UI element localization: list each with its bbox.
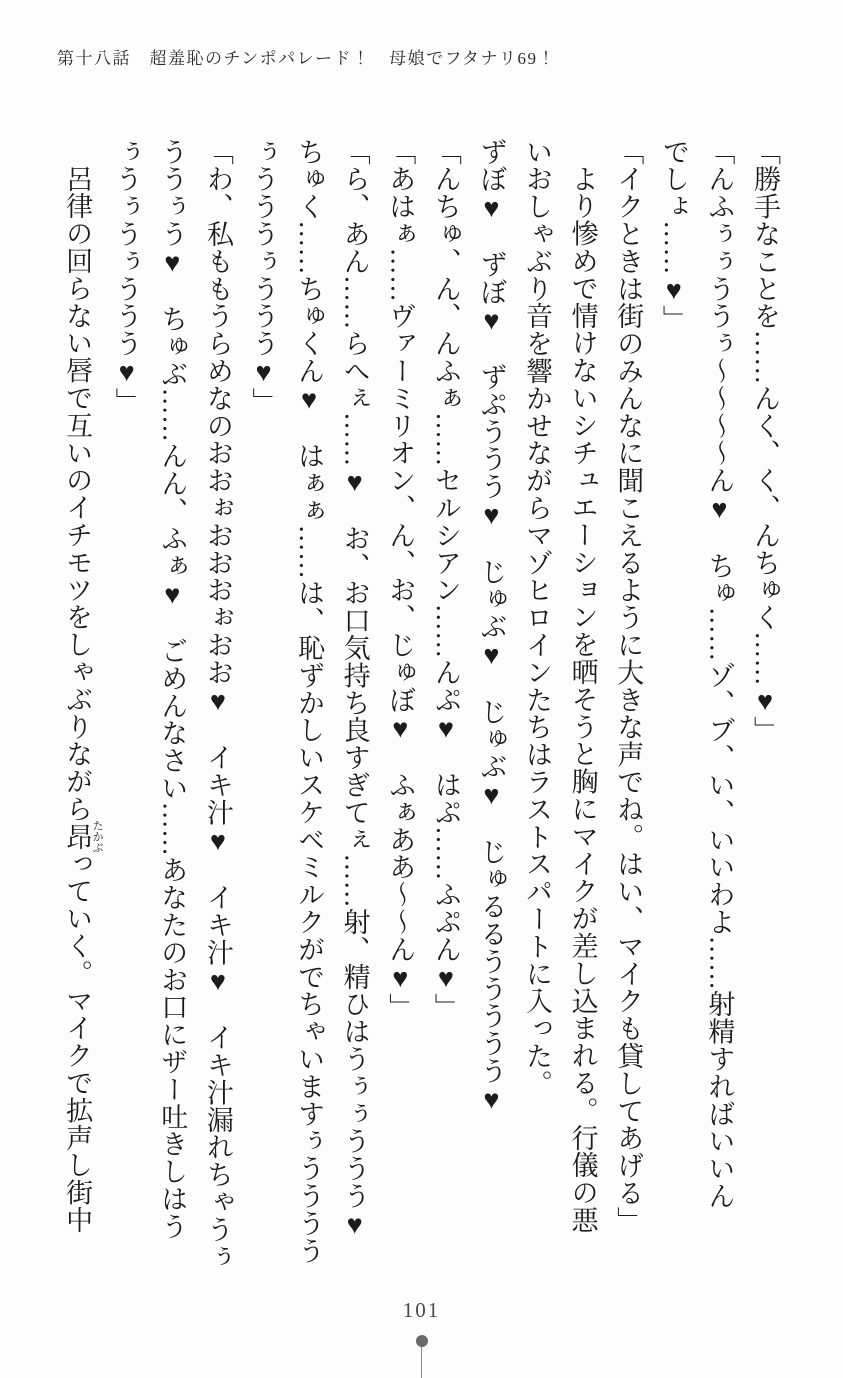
text-column: 「ら、あん……らへぇ……♥ お、お口気持ち良すぎてぇ……射、精ひはうぅぅううう♥ bbox=[339, 138, 370, 1240]
text-column: 「勝手なことを……んく、く、んちゅく……♥」 bbox=[750, 138, 780, 744]
text-column: 「イクときは街のみんなに聞こえるように大きな声でね。はい、マイクも貸してあげる」 bbox=[613, 138, 644, 1234]
text-column: 「あはぁ……ヴァーミリオン、ん、お、じゅぼ♥ ふぁああ～～ん♥」 bbox=[385, 138, 416, 1021]
text-column: でしょ……♥」 bbox=[658, 138, 689, 333]
text-column: ぅうううぅううう♥」 bbox=[248, 138, 279, 415]
page-number: 101 bbox=[402, 1298, 441, 1322]
text-block bbox=[54, 138, 788, 1303]
text-column: いおしゃぶり音を響かせながらマゾヒロインたちはラストスパートに入った。 bbox=[522, 138, 553, 1097]
text-column: ぅうぅうぅううう♥」 bbox=[111, 138, 142, 415]
pin-dot-icon bbox=[416, 1335, 428, 1347]
text-column: 「んふぅぅううぅ～～～～ん♥ ちゅ……ゾ、ブ、い、いいわよ……射精すればいいん bbox=[704, 138, 735, 1210]
text-column: 「んちゅ、ん、んふぁ……セルシアン……んぷ♥ はぷ……ふぷん♥」 bbox=[430, 138, 461, 1021]
page-pin-icon bbox=[416, 1335, 428, 1378]
text-column: ちゅく……ちゅくん♥ はぁぁ……は、恥ずかしいスケベミルクがでちゃいますぅうううう bbox=[294, 138, 325, 1265]
text-column: 呂律の回らない唇で互いのイチモツをしゃぶりながら昂 たかぶっていく。マイクで拡声し街中 bbox=[62, 165, 104, 1234]
page-footer bbox=[0, 1298, 843, 1323]
ruby-annotation: 昂 たかぶ bbox=[62, 819, 104, 853]
text-column: 「わ、私ももうらめなのおおぉおおおぉおお♥ イキ汁♥ イキ汁♥ イキ汁漏れちゃうぅ bbox=[202, 138, 233, 1271]
text-column: ううぅう♥ ちゅぶ……んん、ふぁ♥ ごめんなさい……あなたのお口にザー吐きしはう bbox=[157, 138, 188, 1240]
text-column: ずぼ♥ ずぼ♥ ずぷううう♥ じゅぶ♥ じゅぶ♥ じゅるるううううう♥ bbox=[476, 138, 507, 1115]
pin-line-icon bbox=[421, 1347, 423, 1378]
chapter-header: 第十八話 超羞恥のチンポパレード！ 母娘でフタナリ69！ bbox=[57, 49, 556, 68]
text-column: より惨めで情けないシチュエーションを晒そうと胸にマイクが差し込まれる。行儀の悪 bbox=[567, 165, 598, 1234]
